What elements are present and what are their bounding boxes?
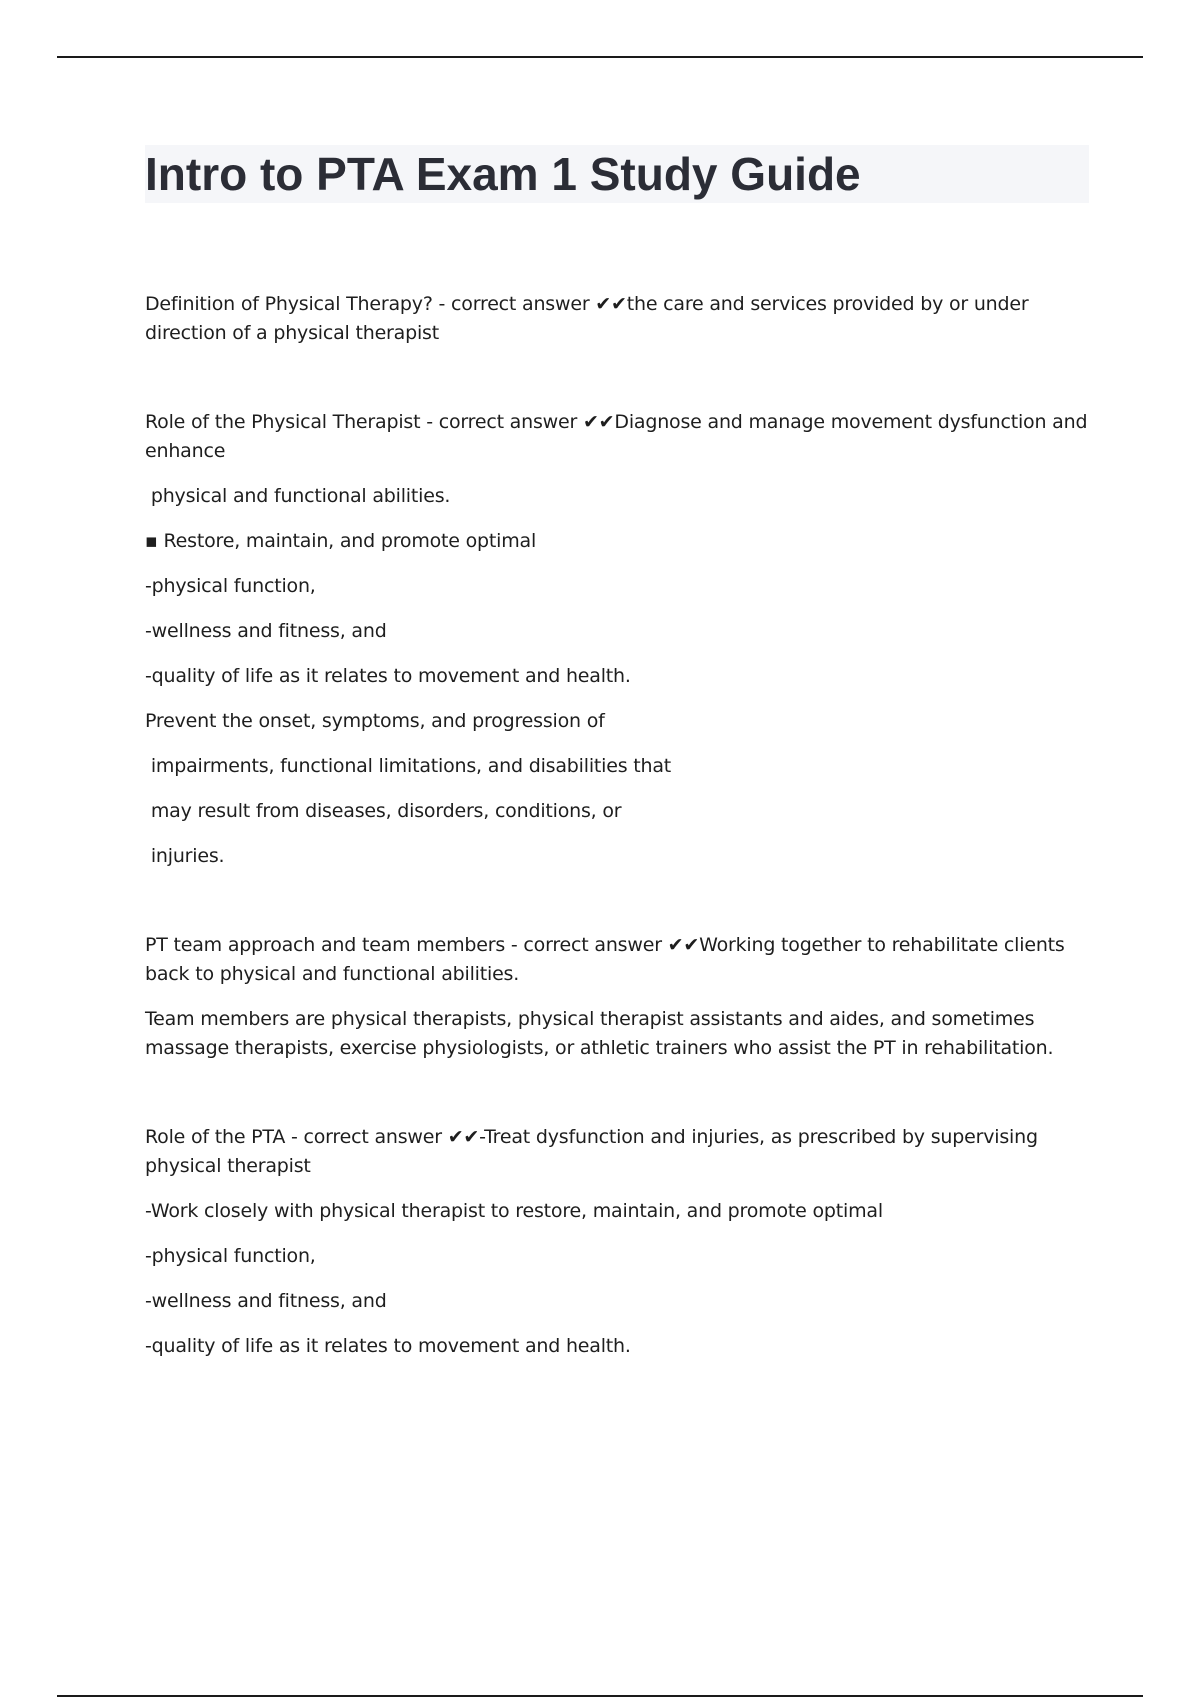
- answer-line: Prevent the onset, symptoms, and progression of: [145, 710, 605, 732]
- qa-item-pt-team-approach: [145, 931, 1095, 1063]
- qa-question: PT team approach and team members: [145, 934, 506, 956]
- qa-answer: Diagnose and manage movement dysfunction and enhance: [145, 411, 1088, 462]
- qa-separator: - correct answer ✔✔: [505, 934, 700, 956]
- answer-line: physical and functional abilities.: [145, 485, 451, 507]
- answer-line: -quality of life as it relates to movement and health.: [145, 1335, 631, 1357]
- qa-separator: - correct answer ✔✔: [432, 293, 627, 315]
- answer-line: -quality of life as it relates to movement and health.: [145, 665, 631, 687]
- qa-item-role-of-pta: [145, 1123, 1095, 1361]
- answer-line: may result from diseases, disorders, conditions, or: [145, 800, 622, 822]
- qa-heading: [145, 931, 1095, 989]
- qa-item-definition-of-pt: [145, 290, 1095, 348]
- page-title: Intro to PTA Exam 1 Study Guide: [145, 148, 861, 200]
- qa-question: Definition of Physical Therapy?: [145, 293, 433, 315]
- footer-rule: [57, 1695, 1143, 1697]
- qa-separator: - correct answer ✔✔: [285, 1126, 480, 1148]
- qa-item-role-of-pt: [145, 408, 1095, 871]
- answer-line: -physical function,: [145, 575, 316, 597]
- answer-line: Team members are physical therapists, physical therapist assistants and aides, and sometimes massage therapists, exercise physiologists, or athletic trainers who assist the PT in rehabilitation.: [145, 1008, 1054, 1059]
- qa-heading: [145, 1123, 1095, 1181]
- qa-answer: -Treat dysfunction and injuries, as prescribed by supervising physical therapist: [145, 1126, 1038, 1177]
- study-guide-content: [145, 290, 1095, 1361]
- answer-line: ▪ Restore, maintain, and promote optimal: [145, 530, 537, 552]
- qa-question: Role of the PTA: [145, 1126, 286, 1148]
- qa-separator: - correct answer ✔✔: [420, 411, 615, 433]
- qa-answer: Working together to rehabilitate clients back to physical and functional abilities.: [145, 934, 1065, 985]
- answer-line: -wellness and fitness, and: [145, 1290, 387, 1312]
- qa-answer: the care and services provided by or under direction of a physical therapist: [145, 293, 1029, 344]
- qa-heading: [145, 408, 1095, 466]
- qa-heading: [145, 290, 1095, 348]
- answer-line: -physical function,: [145, 1245, 316, 1267]
- header-rule: [57, 56, 1143, 58]
- qa-question: Role of the Physical Therapist: [145, 411, 421, 433]
- answer-line: impairments, functional limitations, and disabilities that: [145, 755, 672, 777]
- answer-line: injuries.: [145, 845, 225, 867]
- answer-line: -wellness and fitness, and: [145, 620, 387, 642]
- answer-line: -Work closely with physical therapist to restore, maintain, and promote optimal: [145, 1200, 883, 1222]
